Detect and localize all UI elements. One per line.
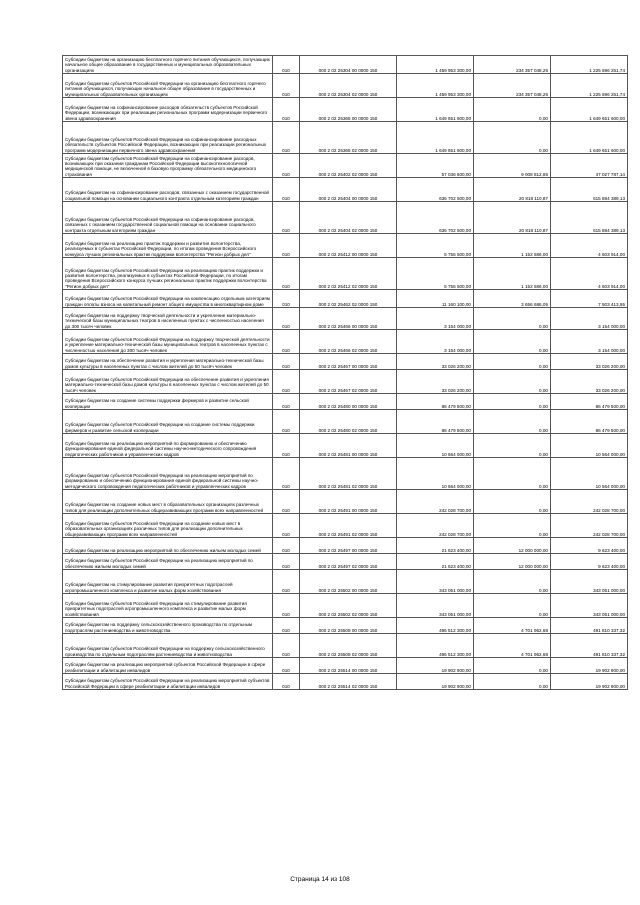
row-classification-code: 000 2 02 25508 02 0000 150 <box>300 634 397 658</box>
row-admin-code: 010 <box>273 658 300 674</box>
row-description: Субсидии бюджетам субъектов Российской Федерации на реализацию мероприятий по обеспечению жильем молодых семей <box>63 554 273 570</box>
row-executed-amount: 234 357 048,26 <box>474 74 551 98</box>
row-admin-code: 010 <box>273 618 300 634</box>
row-admin-code: 010 <box>273 234 300 258</box>
row-remaining-amount: 7 503 413,95 <box>551 290 628 308</box>
row-approved-amount: 19 902 900,00 <box>397 674 474 690</box>
row-executed-amount: 0,00 <box>474 370 551 394</box>
row-remaining-amount: 3 154 000,00 <box>551 308 628 330</box>
row-admin-code: 010 <box>273 514 300 538</box>
table-row <box>63 410 628 434</box>
row-classification-code: 000 2 02 25412 02 0000 150 <box>300 258 397 290</box>
row-description: Субсидии бюджетам субъектов Российской Федерации на организацию бесплатного горячего питания обучающихся, получающих начальное общее образование в государственных и муниципальных образовательных организациях <box>63 74 273 98</box>
table-row <box>63 658 628 674</box>
row-executed-amount: 12 000 000,00 <box>474 538 551 554</box>
row-approved-amount: 5 756 500,00 <box>397 234 474 258</box>
row-description: Субсидии бюджетам субъектов Российской Федерации на создание новых мест в образовательных организациях различных типов для реализации дополнительных общеразвивающих программ всех направленностей <box>63 514 273 538</box>
row-approved-amount: 86 479 500,00 <box>397 394 474 410</box>
row-remaining-amount: 10 564 000,00 <box>551 458 628 490</box>
table-row <box>63 330 628 354</box>
row-admin-code: 010 <box>273 458 300 490</box>
row-admin-code: 010 <box>273 594 300 618</box>
row-classification-code: 000 2 02 25508 00 0000 150 <box>300 618 397 634</box>
table-row <box>63 554 628 570</box>
row-executed-amount: 0,00 <box>474 354 551 370</box>
row-approved-amount: 11 160 100,00 <box>397 290 474 308</box>
row-classification-code: 000 2 02 25514 02 0000 150 <box>300 674 397 690</box>
row-description: Субсидии бюджетам на поддержку сельскохозяйственного производства по отдельным подотраслям растениеводства и животноводства <box>63 618 273 634</box>
row-remaining-amount: 491 810 337,32 <box>551 618 628 634</box>
row-description: Субсидии бюджетам субъектов Российской Федерации на компенсацию отдельным категориям граждан оплаты взноса на капитальный ремонт общего имущества в многоквартирном доме <box>63 290 273 308</box>
row-remaining-amount: 491 810 337,32 <box>551 634 628 658</box>
row-remaining-amount: 615 884 389,13 <box>551 202 628 234</box>
row-admin-code: 010 <box>273 570 300 594</box>
row-executed-amount: 0,00 <box>474 98 551 122</box>
row-executed-amount: 0,00 <box>474 674 551 690</box>
row-description: Субсидии бюджетам на поддержку творческой деятельности и укрепление материально-технической базы муниципальных театров в населенных пунктах с численностью населения до 300 тысяч человек <box>63 308 273 330</box>
row-classification-code: 000 2 02 25514 00 0000 150 <box>300 658 397 674</box>
row-classification-code: 000 2 02 25491 00 0000 150 <box>300 490 397 514</box>
row-classification-code: 000 2 02 25365 02 0000 150 <box>300 122 397 154</box>
row-classification-code: 000 2 02 25502 02 0000 150 <box>300 594 397 618</box>
row-description: Субсидии бюджетам субъектов Российской Федерации на реализацию практик поддержки и развития волонтерства, реализуемых в субъектах Российской Федерации, по итогам проведения Всероссийского конкурса лучших региональных практик поддержки волонтерства "Регион добрых дел" <box>63 258 273 290</box>
row-approved-amount: 343 051 000,00 <box>397 594 474 618</box>
row-admin-code: 010 <box>273 370 300 394</box>
row-executed-amount: 9 008 812,86 <box>474 154 551 178</box>
row-remaining-amount: 242 028 700,00 <box>551 514 628 538</box>
row-admin-code: 010 <box>273 330 300 354</box>
row-classification-code: 000 2 02 25304 00 0000 150 <box>300 56 397 74</box>
row-description: Субсидии бюджетам субъектов Российской Федерации на реализацию мероприятий субъектов Российской Федерации в сфере реабилитации и абилитации инвалидов <box>63 674 273 690</box>
table-row <box>63 354 628 370</box>
table-row <box>63 594 628 618</box>
row-remaining-amount: 19 902 900,00 <box>551 658 628 674</box>
row-approved-amount: 636 702 500,00 <box>397 178 474 202</box>
table-row <box>63 74 628 98</box>
row-executed-amount: 0,00 <box>474 410 551 434</box>
row-approved-amount: 1 459 953 300,00 <box>397 74 474 98</box>
row-classification-code: 000 2 02 25404 00 0000 150 <box>300 178 397 202</box>
row-admin-code: 010 <box>273 308 300 330</box>
table-row <box>63 178 628 202</box>
row-approved-amount: 5 756 500,00 <box>397 258 474 290</box>
table-row <box>63 674 628 690</box>
row-remaining-amount: 9 623 400,00 <box>551 538 628 554</box>
row-description: Субсидии бюджетам субъектов Российской Федерации на поддержку творческой деятельности и укрепление материально-технической базы муниципальных театров в населенных пунктах с численностью населения до 300 тысяч человек <box>63 330 273 354</box>
row-approved-amount: 19 902 900,00 <box>397 658 474 674</box>
row-remaining-amount: 343 051 000,00 <box>551 594 628 618</box>
row-executed-amount: 0,00 <box>474 658 551 674</box>
row-approved-amount: 10 564 000,00 <box>397 458 474 490</box>
row-executed-amount: 1 152 586,00 <box>474 234 551 258</box>
row-description: Субсидии бюджетам на реализацию практик поддержки и развития волонтерства, реализуемых в субъектах Российской Федерации, по итогам проведения Всероссийского конкурса лучших региональных практик поддержки волонтерства "Регион добрых дел" <box>63 234 273 258</box>
row-executed-amount: 20 818 110,87 <box>474 178 551 202</box>
row-description: Субсидии бюджетам на реализацию мероприятий по обеспечению жильем молодых семей <box>63 538 273 554</box>
row-admin-code: 010 <box>273 554 300 570</box>
row-approved-amount: 21 623 400,00 <box>397 554 474 570</box>
row-executed-amount: 1 152 586,00 <box>474 258 551 290</box>
row-approved-amount: 242 028 700,00 <box>397 514 474 538</box>
row-executed-amount: 0,00 <box>474 594 551 618</box>
row-approved-amount: 57 036 600,00 <box>397 154 474 178</box>
row-classification-code: 000 2 02 25365 00 0000 150 <box>300 98 397 122</box>
row-admin-code: 010 <box>273 178 300 202</box>
row-approved-amount: 1 459 953 300,00 <box>397 56 474 74</box>
table-row <box>63 434 628 458</box>
row-approved-amount: 636 702 500,00 <box>397 202 474 234</box>
row-admin-code: 010 <box>273 56 300 74</box>
row-classification-code: 000 2 02 25491 02 0000 150 <box>300 514 397 538</box>
table-row <box>63 122 628 154</box>
table-row <box>63 490 628 514</box>
row-classification-code: 000 2 02 25462 02 0000 150 <box>300 290 397 308</box>
table-row <box>63 308 628 330</box>
row-executed-amount: 0,00 <box>474 394 551 410</box>
row-approved-amount: 343 051 000,00 <box>397 570 474 594</box>
row-remaining-amount: 10 564 000,00 <box>551 434 628 458</box>
row-executed-amount: 0,00 <box>474 490 551 514</box>
row-executed-amount: 20 818 110,87 <box>474 202 551 234</box>
row-admin-code: 010 <box>273 202 300 234</box>
row-executed-amount: 12 000 000,00 <box>474 554 551 570</box>
row-remaining-amount: 242 028 700,00 <box>551 490 628 514</box>
row-admin-code: 010 <box>273 258 300 290</box>
row-admin-code: 010 <box>273 98 300 122</box>
row-classification-code: 000 2 02 25481 02 0000 150 <box>300 458 397 490</box>
row-classification-code: 000 2 02 25480 00 0000 150 <box>300 394 397 410</box>
row-classification-code: 000 2 02 25480 02 0000 150 <box>300 410 397 434</box>
table-row <box>63 570 628 594</box>
row-remaining-amount: 343 051 000,00 <box>551 570 628 594</box>
table-row <box>63 234 628 258</box>
row-approved-amount: 3 154 000,00 <box>397 330 474 354</box>
row-description: Субсидии бюджетам на создание системы поддержки фермеров и развитие сельской кооперации <box>63 394 273 410</box>
row-description: Субсидии бюджетам субъектов Российской Федерации на стимулирование развития приоритетных подотраслей агропромышленного комплекса и развитие малых форм хозяйствования <box>63 594 273 618</box>
row-executed-amount: 0,00 <box>474 308 551 330</box>
row-classification-code: 000 2 02 25466 02 0000 150 <box>300 330 397 354</box>
row-description: Субсидии бюджетам субъектов Российской Федерации на софинансирование расходных обязательств субъектов Российской Федерации, возникающих при реализации региональных программ модернизации первичного звена здравоохранения <box>63 122 273 154</box>
row-executed-amount: 3 656 686,05 <box>474 290 551 308</box>
row-approved-amount: 33 026 200,00 <box>397 370 474 394</box>
table-row <box>63 394 628 410</box>
table-row <box>63 538 628 554</box>
row-admin-code: 010 <box>273 74 300 98</box>
row-classification-code: 000 2 02 25404 02 0000 150 <box>300 202 397 234</box>
row-approved-amount: 10 564 000,00 <box>397 434 474 458</box>
table-row <box>63 618 628 634</box>
row-executed-amount: 0,00 <box>474 570 551 594</box>
row-description: Субсидии бюджетам субъектов Российской Федерации на создание системы поддержки фермеров и развитие сельской кооперации <box>63 410 273 434</box>
row-description: Субсидии бюджетам субъектов Российской Федерации на софинансирование расходов, возникающих при оказании гражданам Российской Федерации высокотехнологичной медицинской помощи, не включенной в базовую программу обязательного медицинского страхования <box>63 154 273 178</box>
table-row <box>63 458 628 490</box>
row-classification-code: 000 2 02 25502 00 0000 150 <box>300 570 397 594</box>
row-admin-code: 010 <box>273 674 300 690</box>
row-admin-code: 010 <box>273 290 300 308</box>
row-description: Субсидии бюджетам субъектов Российской Федерации на реализацию мероприятий по формированию и обеспечению функционирования единой федеральной системы научно-методического сопровождения педагогических работников и управленческих кадров <box>63 458 273 490</box>
row-admin-code: 010 <box>273 354 300 370</box>
table-row <box>63 258 628 290</box>
row-description: Субсидии бюджетам субъектов Российской Федерации на обеспечение развития и укрепления материально-технической базы домов культуры в населенных пунктах с числом жителей до 50 тысяч человек <box>63 370 273 394</box>
page-footer: Страница 14 из 108 <box>290 876 350 883</box>
row-remaining-amount: 1 225 596 251,74 <box>551 56 628 74</box>
row-description: Субсидии бюджетам на софинансирование расходов, связанных с оказанием государственной социальной помощи на основании социального контракта отдельным категориям граждан <box>63 178 273 202</box>
row-executed-amount: 0,00 <box>474 514 551 538</box>
row-description: Субсидии бюджетам субъектов Российской Федерации на софинансирование расходов, связанных с оказанием государственной социальной помощи на основании социального контракта отдельным категориям граждан <box>63 202 273 234</box>
row-executed-amount: 4 701 962,68 <box>474 618 551 634</box>
row-approved-amount: 496 512 300,00 <box>397 618 474 634</box>
row-classification-code: 000 2 02 25466 00 0000 150 <box>300 308 397 330</box>
row-remaining-amount: 9 623 400,00 <box>551 554 628 570</box>
row-description: Субсидии бюджетам на обеспечение развития и укрепления материально-технической базы домов культуры в населенных пунктах с числом жителей до 50 тысяч человек <box>63 354 273 370</box>
row-remaining-amount: 33 026 200,00 <box>551 354 628 370</box>
row-remaining-amount: 33 026 200,00 <box>551 370 628 394</box>
row-executed-amount: 0,00 <box>474 458 551 490</box>
row-admin-code: 010 <box>273 394 300 410</box>
table-row <box>63 290 628 308</box>
row-executed-amount: 0,00 <box>474 434 551 458</box>
budget-table-body <box>63 56 628 690</box>
row-classification-code: 000 2 02 25412 00 0000 150 <box>300 234 397 258</box>
row-approved-amount: 1 649 651 600,00 <box>397 122 474 154</box>
table-row <box>63 98 628 122</box>
row-remaining-amount: 86 479 500,00 <box>551 394 628 410</box>
row-remaining-amount: 3 154 000,00 <box>551 330 628 354</box>
row-approved-amount: 21 623 400,00 <box>397 538 474 554</box>
row-approved-amount: 86 479 500,00 <box>397 410 474 434</box>
row-approved-amount: 496 512 300,00 <box>397 634 474 658</box>
row-description: Субсидии бюджетам на софинансирование расходов обязательств субъектов Российской Федерации, возникающих при реализации региональных программ модернизации первичного звена здравоохранения <box>63 98 273 122</box>
table-row <box>63 56 628 74</box>
row-remaining-amount: 19 902 900,00 <box>551 674 628 690</box>
row-remaining-amount: 1 649 651 600,00 <box>551 98 628 122</box>
row-classification-code: 000 2 02 25402 02 0000 150 <box>300 154 397 178</box>
row-remaining-amount: 1 225 596 251,74 <box>551 74 628 98</box>
row-approved-amount: 33 026 200,00 <box>397 354 474 370</box>
row-remaining-amount: 1 649 651 600,00 <box>551 122 628 154</box>
table-row <box>63 634 628 658</box>
table-row <box>63 154 628 178</box>
row-executed-amount: 0,00 <box>474 122 551 154</box>
row-admin-code: 010 <box>273 154 300 178</box>
table-row <box>63 514 628 538</box>
row-remaining-amount: 86 479 500,00 <box>551 410 628 434</box>
row-description: Субсидии бюджетам на реализацию мероприятий субъектов Российской Федерации в сфере реабилитации и абилитации инвалидов <box>63 658 273 674</box>
row-description: Субсидии бюджетам субъектов Российской Федерации на поддержку сельскохозяйственного производства по отдельным подотраслям растениеводства и животноводства <box>63 634 273 658</box>
row-approved-amount: 3 154 000,00 <box>397 308 474 330</box>
row-admin-code: 010 <box>273 538 300 554</box>
budget-table <box>62 55 628 690</box>
row-remaining-amount: 4 603 914,00 <box>551 258 628 290</box>
row-executed-amount: 0,00 <box>474 330 551 354</box>
row-classification-code: 000 2 02 25467 02 0000 150 <box>300 370 397 394</box>
row-admin-code: 010 <box>273 122 300 154</box>
row-classification-code: 000 2 02 25481 00 0000 150 <box>300 434 397 458</box>
row-executed-amount: 234 357 048,26 <box>474 56 551 74</box>
row-classification-code: 000 2 02 25304 02 0000 150 <box>300 74 397 98</box>
table-row <box>63 370 628 394</box>
row-admin-code: 010 <box>273 434 300 458</box>
row-remaining-amount: 615 884 389,13 <box>551 178 628 202</box>
row-admin-code: 010 <box>273 410 300 434</box>
row-remaining-amount: 4 603 914,00 <box>551 234 628 258</box>
table-row <box>63 202 628 234</box>
row-admin-code: 010 <box>273 490 300 514</box>
row-description: Субсидии бюджетам на создание новых мест в образовательных организациях различных типов для реализации дополнительных общеразвивающих программ всех направленностей <box>63 490 273 514</box>
row-approved-amount: 242 028 700,00 <box>397 490 474 514</box>
row-description: Субсидии бюджетам на стимулирование развития приоритетных подотраслей агропромышленного комплекса и развитие малых форм хозяйствования <box>63 570 273 594</box>
row-classification-code: 000 2 02 25497 02 0000 150 <box>300 554 397 570</box>
row-description: Субсидии бюджетам на реализацию мероприятий по формированию и обеспечению функционирования единой федеральной системы научно-методического сопровождения педагогических работников и управленческих кадров <box>63 434 273 458</box>
row-approved-amount: 1 649 651 600,00 <box>397 98 474 122</box>
row-admin-code: 010 <box>273 634 300 658</box>
row-description: Субсидии бюджетам на организацию бесплатного горячего питания обучающихся, получающих начальное общее образование в государственных и муниципальных образовательных организациях <box>63 56 273 74</box>
row-classification-code: 000 2 02 25497 00 0000 150 <box>300 538 397 554</box>
row-remaining-amount: 47 027 787,14 <box>551 154 628 178</box>
row-classification-code: 000 2 02 25467 00 0000 150 <box>300 354 397 370</box>
row-executed-amount: 4 701 962,68 <box>474 634 551 658</box>
